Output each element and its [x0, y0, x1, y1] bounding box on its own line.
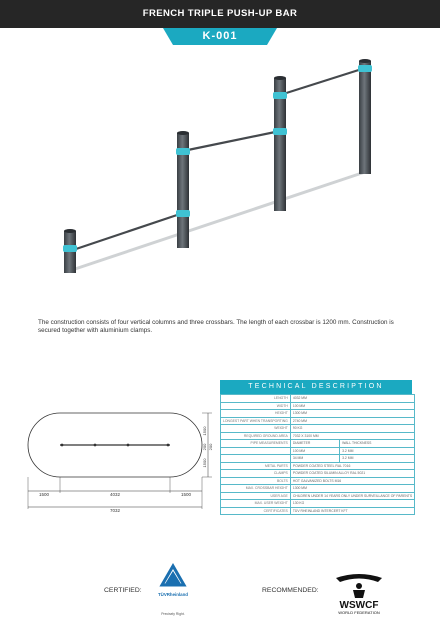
tech-row [221, 410, 415, 418]
tech-key [221, 455, 291, 463]
crossbar-3 [280, 68, 365, 95]
product-description: The construction consists of four vertical columns and three crossbars. The length of each crossbar is 1200 mm. Construction is secured together with aluminium clamps. [38, 319, 394, 335]
tech-key: CERTIFICATES [221, 507, 291, 515]
technical-title: TECHNICAL DESCRIPTION [220, 380, 412, 394]
product-code-tab [163, 28, 277, 45]
tech-key: CLAMPS [221, 470, 291, 478]
tech-row [221, 395, 415, 403]
tech-row [221, 492, 415, 500]
pole-4 [358, 59, 372, 174]
recommended-label: RECOMMENDED: [262, 587, 319, 594]
tech-row [221, 402, 415, 410]
tech-row [221, 462, 415, 470]
plan-drawing [20, 395, 218, 525]
tech-key: WEIGHT [221, 425, 291, 433]
tech-value: HOT GALVANIZED BOLTS M16 [290, 477, 414, 485]
tech-value: POWDER COATED STEEL RAL 7016 [290, 462, 414, 470]
tech-value: 34 MM [290, 455, 339, 463]
tuv-slogan: Precisely Right. [161, 612, 185, 616]
tech-key: MAX. CROSSBAR HEIGHT [221, 485, 291, 493]
tech-row [221, 447, 415, 455]
tech-value: 1300 MM [290, 410, 414, 418]
tech-value: 100 MM [290, 447, 339, 455]
page-title: FRENCH TRIPLE PUSH-UP BAR [142, 8, 298, 19]
tech-row [221, 432, 415, 440]
tech-value: 1300 MM [290, 485, 414, 493]
shadow [72, 172, 365, 270]
dim-side-3: 200 [208, 443, 213, 451]
pole-3 [273, 76, 287, 211]
dim-left: 1500 [38, 492, 50, 497]
pole-1 [63, 229, 77, 273]
tech-value: 90 KG [290, 425, 414, 433]
pole-2 [176, 131, 190, 248]
tech-key: USER AGE [221, 492, 291, 500]
product-render [40, 55, 420, 290]
tech-key: HEIGHT [221, 410, 291, 418]
tech-value: TÜV RHEINLAND INTERCERT KFT [290, 507, 414, 515]
tech-key: REQUIRED GROUND AREA [221, 432, 291, 440]
dim-side-1: 1500 [202, 426, 207, 436]
tech-value: 7032 X 3100 MM [290, 432, 414, 440]
tech-value: 3.2 MM [340, 447, 415, 455]
crossbar-2 [183, 131, 280, 151]
wswcf-logo-icon [328, 568, 390, 616]
wswcf-subtitle: WORLD FEDERATION [338, 610, 380, 615]
crossbar-1 [70, 213, 183, 251]
tech-row [221, 440, 415, 448]
tech-key [221, 447, 291, 455]
tech-row [221, 425, 415, 433]
tech-key: MAX. USER WEIGHT [221, 500, 291, 508]
tech-value: 4032 MM [290, 395, 414, 403]
tuv-name: TÜVRheinland [157, 592, 188, 597]
tuv-logo-icon [148, 563, 198, 613]
tech-key: LENGTH [221, 395, 291, 403]
tech-key: PIPE MEASUREMENTS [221, 440, 291, 448]
technical-description [220, 380, 412, 515]
tech-value: 100 MM [290, 402, 414, 410]
certified-label: CERTIFIED: [104, 587, 142, 594]
dim-middle: 4032 [109, 492, 121, 497]
tech-value: POWDER COATED SILUMIN ALLOY RAL 5021 [290, 470, 414, 478]
dim-side-2: 200 [202, 443, 207, 451]
dim-total: 7032 [109, 508, 121, 513]
tech-key: WIDTH [221, 402, 291, 410]
dim-side-4: 1500 [202, 458, 207, 468]
product-code: K-001 [202, 30, 238, 42]
tech-row [221, 417, 415, 425]
tech-value: DIAMETER [290, 440, 339, 448]
tech-row [221, 485, 415, 493]
tech-value: 2740 MM [290, 417, 414, 425]
tech-value: 3.2 MM [340, 455, 415, 463]
tech-row [221, 477, 415, 485]
technical-table [220, 394, 415, 515]
tech-key: BOLTS [221, 477, 291, 485]
tech-value: CHILDREN UNDER 14 YEARS ONLY UNDER SURVEILLANCE OF PARENTS [290, 492, 414, 500]
dim-right: 1500 [180, 492, 192, 497]
tech-row [221, 507, 415, 515]
tech-value: 130 KG [290, 500, 414, 508]
tech-row [221, 455, 415, 463]
tech-value: WALL THICKNESS [340, 440, 415, 448]
tech-row [221, 470, 415, 478]
tech-key: LONGEST PART WHEN TRANSPORTING [221, 417, 291, 425]
wswcf-name: WSWCF [339, 600, 379, 611]
tech-row [221, 500, 415, 508]
tech-key: METAL PARTS [221, 462, 291, 470]
